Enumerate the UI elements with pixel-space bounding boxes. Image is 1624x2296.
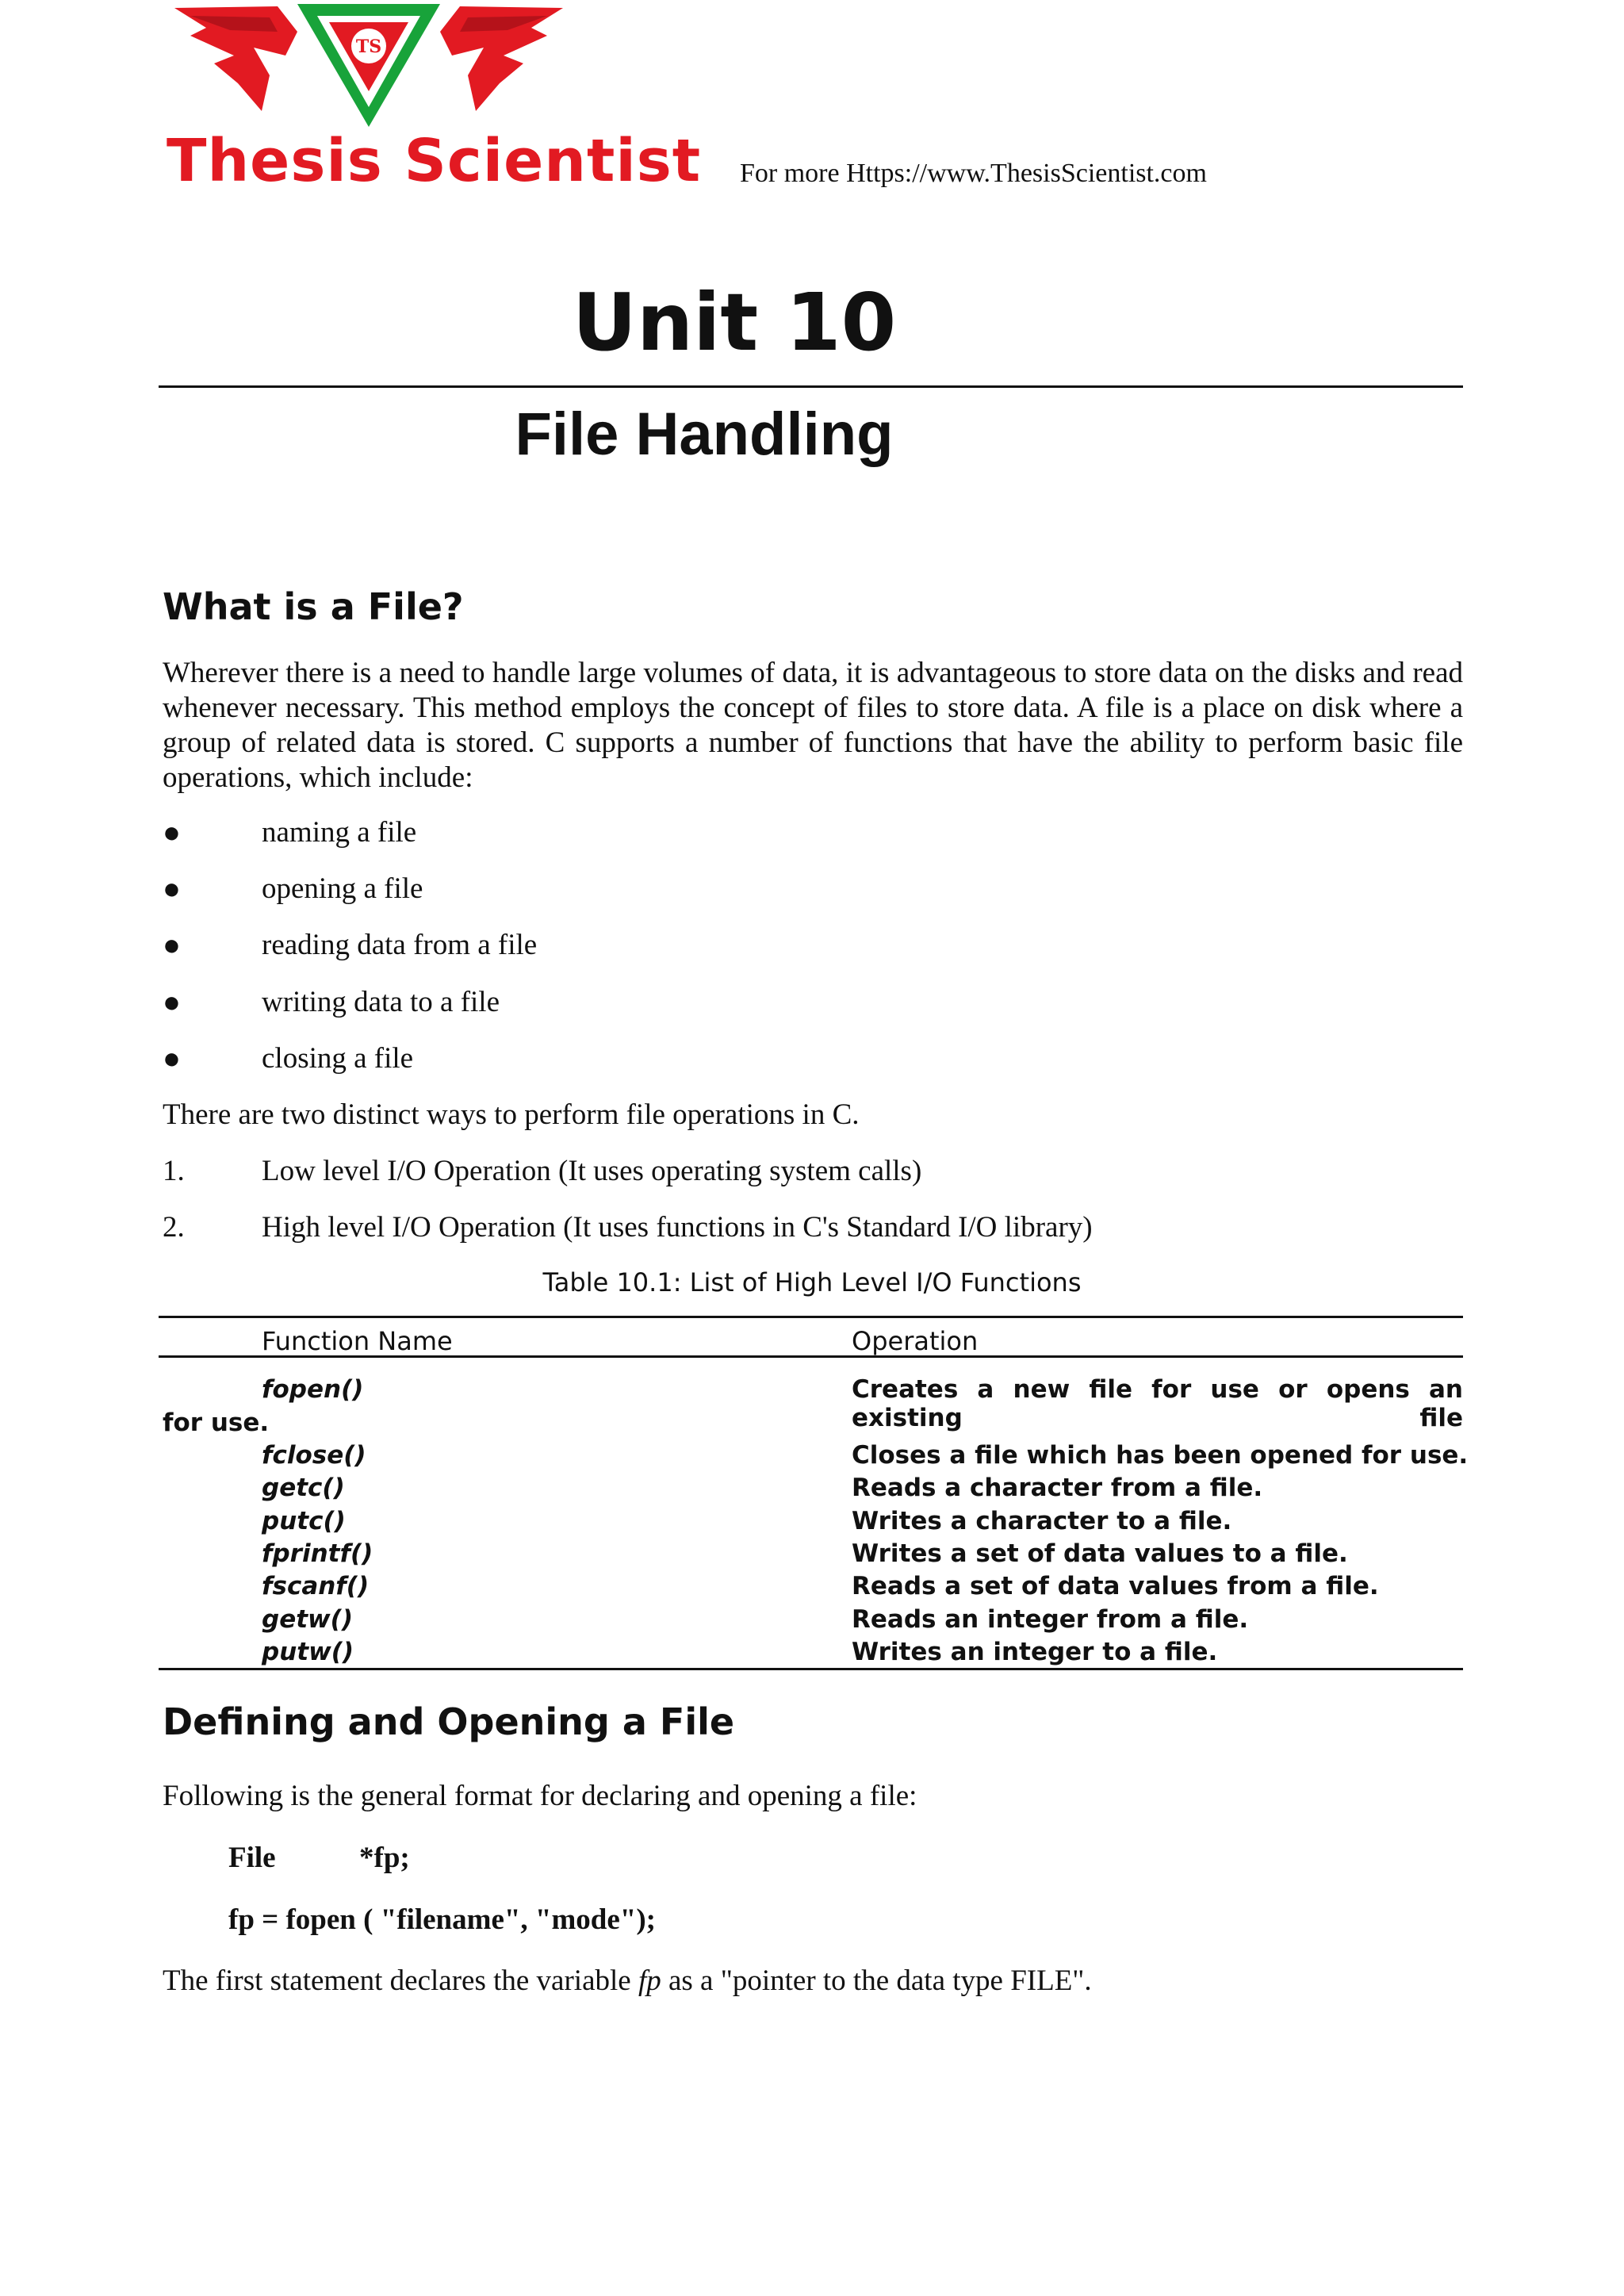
unit-title: Unit 10 bbox=[572, 276, 897, 369]
table-cell-function: putw() bbox=[262, 1638, 354, 1666]
table-cell-operation: Closes a file which has been opened for use. bbox=[852, 1441, 1469, 1470]
section2-intro: Following is the general format for declaring and opening a file: bbox=[163, 1780, 917, 1812]
table-cell-operation: Reads a set of data values from a file. bbox=[852, 1572, 1379, 1600]
list-number: 2. bbox=[163, 1211, 185, 1244]
table-bottom-rule bbox=[159, 1668, 1463, 1670]
bullet-icon: ● bbox=[163, 929, 181, 962]
table-cell-operation: Creates a new file for use or opens an existing file bbox=[852, 1375, 1463, 1432]
table-cell-operation: Writes a set of data values to a file. bbox=[852, 1539, 1348, 1568]
table-cell-operation: Reads a character from a file. bbox=[852, 1474, 1263, 1502]
list-item: reading data from a file bbox=[262, 929, 538, 961]
table-cell-function: putc() bbox=[262, 1507, 346, 1535]
list-number: 1. bbox=[163, 1155, 185, 1187]
bullet-icon: ● bbox=[163, 986, 181, 1019]
table-cell-operation-continued: for use. bbox=[163, 1409, 270, 1437]
code-var: *fp; bbox=[359, 1842, 410, 1874]
code-type: File bbox=[228, 1842, 276, 1874]
list-item: Low level I/O Operation (It uses operating system calls) bbox=[262, 1155, 922, 1187]
closing-text-end: as a "pointer to the data type FILE". bbox=[661, 1964, 1092, 1997]
title-divider bbox=[159, 385, 1463, 388]
bullet-icon: ● bbox=[163, 816, 181, 849]
website-link[interactable]: For more Https://www.ThesisScientist.com bbox=[740, 159, 1207, 188]
svg-text:TS: TS bbox=[355, 36, 382, 57]
bullet-icon: ● bbox=[163, 1042, 181, 1075]
bullet-icon: ● bbox=[163, 872, 181, 906]
table-top-rule bbox=[159, 1316, 1463, 1318]
table-cell-function: getw() bbox=[262, 1605, 354, 1634]
table-cell-function: fscanf() bbox=[262, 1572, 370, 1600]
table-cell-operation: Writes a character to a file. bbox=[852, 1507, 1232, 1535]
list-item: High level I/O Operation (It uses functions in C's Standard I/O library) bbox=[262, 1211, 1093, 1244]
section-heading-defining-opening-file: Defining and Opening a File bbox=[163, 1700, 735, 1743]
list-item: opening a file bbox=[262, 872, 423, 905]
section-heading-what-is-a-file: What is a File? bbox=[163, 585, 464, 628]
table-cell-function: fopen() bbox=[262, 1375, 364, 1404]
table-cell-function: fclose() bbox=[262, 1441, 366, 1470]
table-header-operation: Operation bbox=[852, 1326, 979, 1356]
ways-intro: There are two distinct ways to perform file operations in C. bbox=[163, 1098, 860, 1131]
table-header-rule bbox=[159, 1355, 1463, 1358]
code-fopen-line: fp = fopen ( "filename", "mode"); bbox=[228, 1903, 656, 1936]
table-cell-function: getc() bbox=[262, 1474, 345, 1502]
intro-paragraph: Wherever there is a need to handle large volumes of data, it is advantageous to store data on the disks and read whenever necessary. This method employs the concept of files to store data. A file is a place on disk where a group of related data is stored. C supports a number of functions that have the ability to perform basic file operations, which include: bbox=[163, 657, 1463, 794]
table-cell-function: fprintf() bbox=[262, 1539, 373, 1568]
table-cell-operation: Writes an integer to a file. bbox=[852, 1638, 1218, 1666]
thesis-scientist-logo bbox=[159, 0, 702, 198]
closing-text-start: The first statement declares the variable bbox=[163, 1964, 638, 1997]
chapter-title: File Handling bbox=[515, 401, 894, 468]
table-caption: Table 10.1: List of High Level I/O Functions bbox=[542, 1267, 1082, 1297]
table-cell-operation: Reads an integer from a file. bbox=[852, 1605, 1249, 1634]
winged-triangle-emblem-icon bbox=[159, 0, 579, 143]
list-item: closing a file bbox=[262, 1042, 414, 1075]
closing-sentence bbox=[163, 1964, 1092, 1998]
list-item: writing data to a file bbox=[262, 986, 500, 1018]
closing-variable: fp bbox=[638, 1964, 661, 1997]
list-item: naming a file bbox=[262, 816, 417, 849]
logo-wordmark: Thesis Scientist bbox=[167, 127, 702, 195]
table-header-function-name: Function Name bbox=[262, 1326, 453, 1356]
